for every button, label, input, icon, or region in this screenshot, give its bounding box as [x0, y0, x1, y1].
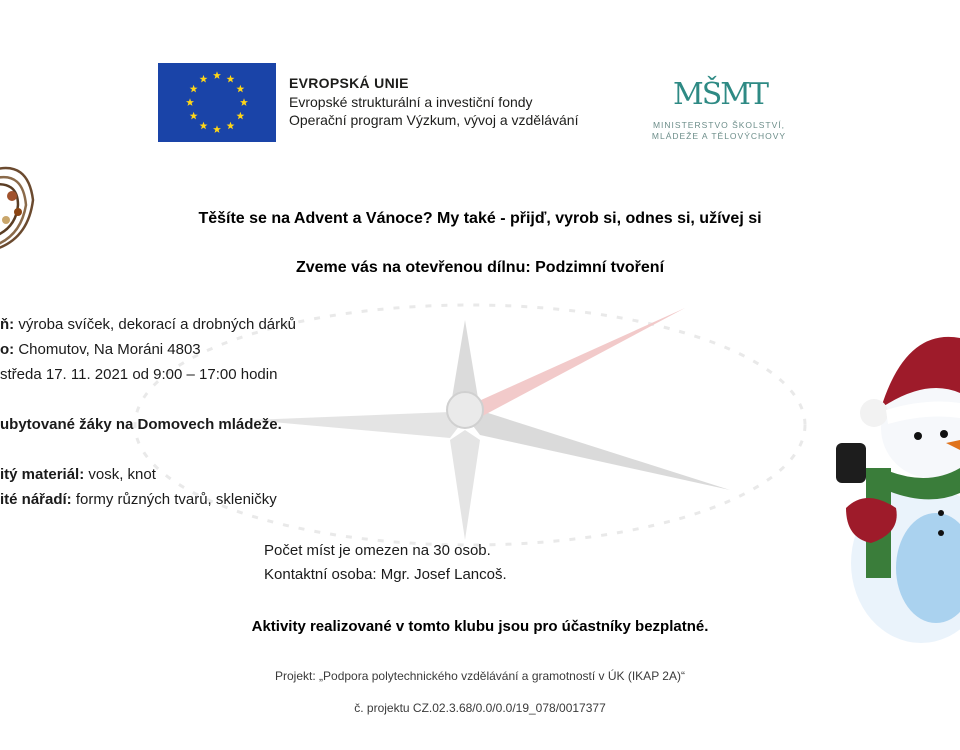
- eu-star-icon: [186, 98, 194, 106]
- eu-logo-title: EVROPSKÁ UNIE: [289, 75, 409, 91]
- eu-stars-icon: [158, 63, 276, 142]
- tools-line: [0, 491, 277, 508]
- detail-place-label: o:: [0, 341, 15, 358]
- eu-flag-logo: [158, 63, 276, 142]
- detail-place-value: Chomutov, Na Moráni 4803: [14, 341, 201, 358]
- material-label: itý materiál:: [0, 466, 85, 483]
- eu-logo-line-funds: Evropské strukturální a investiční fondy: [289, 94, 533, 110]
- capacity-note: Počet míst je omezen na 30 osob.: [264, 542, 491, 559]
- eu-star-icon: [227, 122, 235, 130]
- material-value: vosk, knot: [84, 466, 156, 483]
- invitation-headline: Těšíte se na Advent a Vánoce? My také - přijď, vyrob si, odnes si, užívej si: [198, 210, 762, 227]
- detail-activity-value: výroba svíček, dekorací a drobných dárků: [14, 316, 296, 333]
- eu-star-icon: [236, 112, 244, 120]
- msmt-logo-mark: [673, 64, 767, 116]
- eu-star-icon: [213, 71, 221, 79]
- free-note: Aktivity realizované v tomto klubu jsou pro účastníky bezplatné.: [251, 618, 709, 635]
- msmt-logo-line-1: MINISTERSTVO ŠKOLSTVÍ,: [652, 120, 786, 130]
- invitation-subheadline: Zveme vás na otevřenou dílnu: Podzimní tvoření: [295, 259, 665, 276]
- material-line: [0, 466, 156, 483]
- eu-star-icon: [236, 85, 244, 93]
- audience-note: ubytované žáky na Domovech mládeže.: [0, 416, 282, 433]
- msmt-logo-lettering: MŠMT: [673, 77, 767, 112]
- eu-logo-line-program: Operační program Výzkum, vývoj a vzdělávání: [289, 112, 579, 128]
- tools-value: formy různých tvarů, skleničky: [71, 491, 277, 508]
- detail-place: [0, 341, 201, 358]
- detail-activity-label: ň:: [0, 316, 15, 333]
- eu-star-icon: [240, 98, 248, 106]
- detail-date: [0, 366, 277, 383]
- project-number: č. projektu CZ.02.3.68/0.0/0.0/19_078/0017377: [354, 701, 606, 715]
- contact-note: Kontaktní osoba: Mgr. Josef Lancoš.: [264, 566, 507, 583]
- eu-star-icon: [213, 125, 221, 133]
- snowman-image: [826, 318, 960, 648]
- eu-star-icon: [200, 122, 208, 130]
- tools-label: ité nářadí:: [0, 491, 72, 508]
- eu-star-icon: [190, 85, 198, 93]
- detail-activity: [0, 316, 296, 333]
- eu-star-icon: [200, 75, 208, 83]
- eu-star-icon: [227, 75, 235, 83]
- wreath-image: [0, 150, 46, 262]
- project-name: Projekt: „Podpora polytechnického vzdělávání a gramotností v ÚK (IKAP 2A)“: [275, 669, 685, 683]
- eu-star-icon: [190, 112, 198, 120]
- detail-date-value: středa 17. 11. 2021 od 9:00 – 17:00 hodin: [0, 366, 278, 383]
- msmt-logo-line-2: MLÁDEŽE A TĚLOVÝCHOVY: [651, 131, 787, 141]
